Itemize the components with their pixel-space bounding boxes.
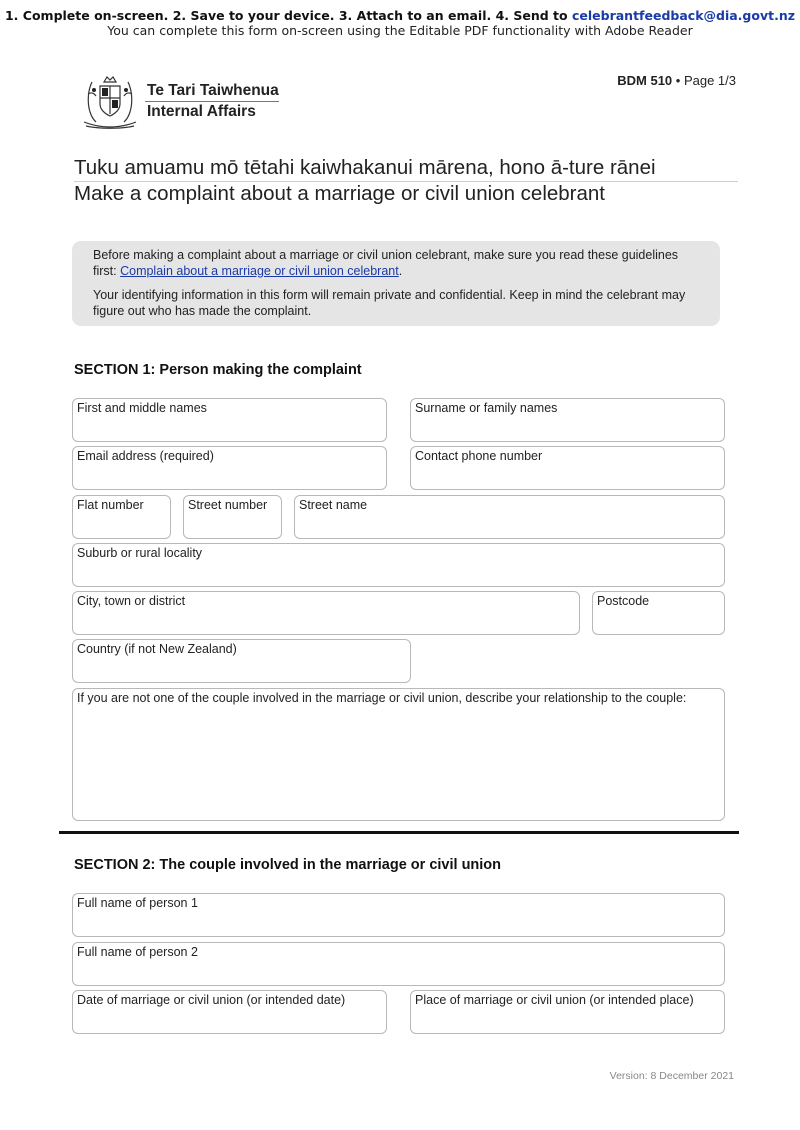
country-label: Country (if not New Zealand) (77, 642, 237, 656)
org-name-maori: Te Tari Taiwhenua (147, 82, 279, 99)
section-2-heading: SECTION 2: The couple involved in the marriage or civil union (74, 857, 502, 873)
version-note: Version: 8 December 2021 (609, 1070, 734, 1082)
street-name-label: Street name (299, 498, 368, 512)
form-ref-bullet: • (672, 73, 684, 88)
person-1-name-field[interactable] (72, 893, 725, 937)
guidelines-notice (72, 241, 720, 326)
feedback-email-link[interactable]: celebrantfeedback@dia.govt.nz (571, 8, 796, 23)
notice-paragraph-guidelines (93, 247, 705, 279)
email-field[interactable] (72, 446, 387, 490)
street-name-field[interactable] (294, 495, 725, 539)
notice-guidelines-end: . (398, 264, 403, 278)
section-1-heading: SECTION 1: Person making the complaint (74, 362, 362, 378)
instructions-line-2: You can complete this form on-screen using the Editable PDF functionality with Adobe Reader (107, 23, 693, 38)
flat-number-field[interactable] (72, 495, 171, 539)
form-title-english: Make a complaint about a marriage or civil union celebrant (74, 182, 605, 205)
org-name-divider (145, 101, 279, 102)
form-reference (617, 73, 736, 88)
country-field[interactable] (72, 639, 411, 683)
surname-field[interactable] (410, 398, 725, 442)
postcode-label: Postcode (597, 594, 650, 608)
suburb-label: Suburb or rural locality (77, 546, 203, 560)
instructions-line-1 (0, 8, 800, 23)
form-code: BDM 510 (617, 73, 673, 88)
marriage-place-field[interactable] (410, 990, 725, 1034)
form-title-maori: Tuku amuamu mō tētahi kaiwhakanui mārena, hono ā-ture rānei (74, 156, 656, 179)
guidelines-link[interactable]: Complain about a marriage or civil union celebrant (120, 264, 399, 278)
suburb-field[interactable] (72, 543, 725, 587)
city-field[interactable] (72, 591, 580, 635)
marriage-place-label: Place of marriage or civil union (or intended place) (415, 993, 694, 1007)
notice-guidelines-text: Before making a complaint about a marriage or civil union celebrant, make sure you read these guidelines first: (93, 248, 679, 278)
coat-of-arms-icon (80, 70, 140, 132)
flat-number-label: Flat number (77, 498, 144, 512)
person-1-name-label: Full name of person 1 (77, 896, 198, 910)
relationship-label: If you are not one of the couple involved in the marriage or civil union, describe your relationship to the couple: (77, 691, 687, 705)
first-names-label: First and middle names (77, 401, 207, 415)
city-label: City, town or district (77, 594, 186, 608)
org-name-english: Internal Affairs (147, 103, 256, 120)
notice-paragraph-privacy: Your identifying information in this form will remain private and confidential. Keep in mind the celebrant may figure out who has made the complaint. (93, 288, 686, 318)
page-number: Page 1/3 (683, 73, 736, 88)
relationship-field[interactable] (72, 688, 725, 821)
first-names-field[interactable] (72, 398, 387, 442)
email-label: Email address (required) (77, 449, 214, 463)
marriage-date-field[interactable] (72, 990, 387, 1034)
section-divider (59, 831, 739, 834)
postcode-field[interactable] (592, 591, 725, 635)
street-number-label: Street number (188, 498, 268, 512)
person-2-name-label: Full name of person 2 (77, 945, 198, 959)
phone-field[interactable] (410, 446, 725, 490)
person-2-name-field[interactable] (72, 942, 725, 986)
instructions-steps: 1. Complete on-screen. 2. Save to your device. 3. Attach to an email. 4. Send to (4, 8, 572, 23)
marriage-date-label: Date of marriage or civil union (or intended date) (77, 993, 346, 1007)
surname-label: Surname or family names (415, 401, 558, 415)
street-number-field[interactable] (183, 495, 282, 539)
phone-label: Contact phone number (415, 449, 543, 463)
